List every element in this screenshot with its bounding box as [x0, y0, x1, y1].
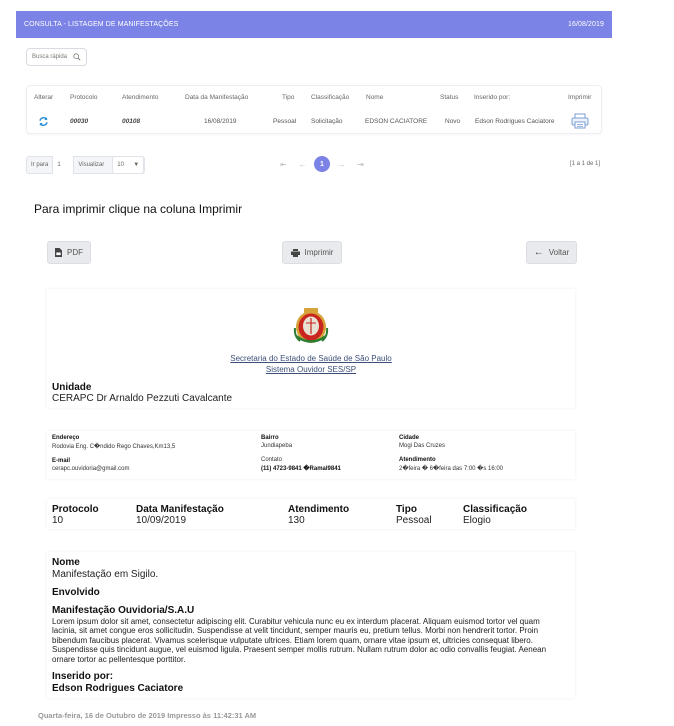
col-classificacao: Classificação	[311, 93, 350, 101]
arrow-left-icon: ←	[533, 247, 544, 258]
email-value: cerapc.ouvidoria@gmail.com	[52, 466, 130, 472]
view-label: Visualizar	[78, 162, 105, 168]
last-page-icon[interactable]: ⇥	[357, 159, 364, 169]
protocolo-label: Protocolo	[52, 504, 99, 515]
classif-label: Classificação	[463, 504, 527, 515]
col-status: Status	[440, 93, 459, 101]
col-protocolo: Protocolo	[70, 93, 98, 101]
endereco-label: Endereço	[52, 435, 80, 441]
col-nome: Nome	[366, 93, 384, 101]
page-header	[16, 11, 612, 38]
col-imprimir: Imprimir	[568, 93, 592, 101]
back-label: Voltar	[548, 248, 570, 257]
per-page-value: 10	[117, 162, 124, 168]
goto-page-input[interactable]: 1	[52, 156, 74, 174]
state-seal-logo	[292, 306, 330, 346]
inserido-label: Inserido por:	[52, 671, 114, 682]
atendimento-value: 2�feira � 6�feira das 7:00 �s 16:00	[399, 466, 503, 472]
row-data: 16/08/2019	[204, 117, 237, 125]
endereco-value: Rodovia Eng. C�ndido Rego Chaves,Km13,5	[52, 444, 176, 450]
back-button[interactable]	[526, 241, 577, 264]
print-button[interactable]	[282, 241, 342, 264]
bairro-label: Bairro	[261, 435, 279, 441]
contato-value: (11) 4723-9841 �Ramal9841	[261, 466, 341, 472]
table-header	[27, 86, 601, 108]
inserido-value: Edson Rodrigues Caciatore	[52, 683, 184, 694]
col-alterar: Alterar	[34, 93, 54, 101]
page-title: CONSULTA - LISTAGEM DE MANIFESTAÇÕES	[24, 21, 179, 28]
refresh-icon[interactable]	[38, 108, 49, 134]
classif-value: Elogio	[463, 515, 491, 526]
goto-page	[26, 156, 145, 174]
row-tipo: Pessoal	[273, 117, 297, 125]
col-data: Data da Manifestação	[185, 93, 249, 101]
header-date: 16/08/2019	[567, 21, 604, 28]
printer-icon[interactable]	[571, 108, 589, 134]
system-name-link[interactable]: Sistema Ouvidor SES/SP	[265, 365, 357, 374]
org-name-link[interactable]: Secretaria do Estado de Saúde de São Paulo	[230, 354, 392, 363]
row-protocolo: 00030	[70, 117, 89, 125]
bairro-value: Jundiapeba	[261, 443, 293, 449]
goto-label: Ir para	[31, 162, 49, 168]
dropdown-arrow-icon: ▼	[133, 162, 140, 168]
data-value: 10/09/2019	[136, 515, 187, 526]
current-page-button[interactable]: 1	[314, 156, 330, 172]
contato-label: Contato	[261, 457, 283, 463]
cidade-value: Mogi Das Cruzes	[399, 443, 446, 449]
row-status: Novo	[445, 117, 461, 125]
manifestacao-text: Lorem ipsum dolor sit amet, consectetur adipiscing elit. Curabitur vehicula nunc eu ex interdum placerat. Aliquam euismod tortor vel quam lacinia, sit amet congue eros sollicitudin. Suspendisse at velit tincidunt, semper mauris eu, pretium tellus. Morbi non hendrerit tortor. Proin bibendum faucibus placerat. Vivamus scelerisque vulputate ultrices. Etiam lorem quam, ornare vitae ipsum et, ultricies consequat libero. Suspendisse quis tincidunt augue, vel euismod ligula. Praesent semper mollis rutrum. Nullam rutrum dolor ac odio convallis feugiat. Aenean ornare tortor ac pellentesque porttitor.	[52, 617, 547, 664]
nome-value: Manifestação em Sigilo.	[52, 569, 159, 580]
col-inserido: Inserido por:	[474, 93, 511, 101]
per-page-select[interactable]	[112, 156, 144, 174]
print-label: Imprimir	[304, 248, 334, 257]
manifestacao-label: Manifestação Ouvidoria/S.A.U	[52, 605, 195, 616]
search-placeholder: Busca rápida	[32, 54, 68, 60]
unidade-label: Unidade	[52, 382, 92, 393]
search-input[interactable]	[26, 48, 87, 66]
nome-label: Nome	[52, 557, 80, 568]
page-nav	[274, 156, 370, 172]
data-label: Data Manifestação	[136, 504, 224, 515]
print-timestamp: Quarta-feira, 16 de Outubro de 2019 Impresso às 11:42:31 AM	[38, 711, 257, 720]
tipo-label: Tipo	[396, 504, 417, 515]
tipo-value: Pessoal	[396, 515, 432, 526]
row-atendimento: 00108	[122, 117, 141, 125]
search-icon[interactable]	[73, 53, 81, 61]
page-range: [1 a 1 de 1]	[569, 161, 600, 167]
manifestations-table	[26, 85, 602, 134]
printer-icon	[291, 249, 300, 257]
pdf-button[interactable]	[47, 241, 91, 264]
row-inserido: Edson Rodrigues Caciatore	[475, 117, 555, 125]
envolvido-label: Envolvido	[52, 587, 100, 598]
prev-page-icon[interactable]: ←	[298, 159, 307, 169]
next-page-icon[interactable]: →	[337, 159, 346, 169]
row-classificacao: Solicitação	[311, 117, 343, 125]
atend-value: 130	[288, 515, 305, 526]
pagination	[26, 155, 602, 175]
unidade-value: CERAPC Dr Arnaldo Pezzuti Cavalcante	[52, 393, 233, 404]
instruction-text: Para imprimir clique na coluna Imprimir	[34, 202, 243, 216]
pdf-file-icon	[55, 248, 62, 257]
cidade-label: Cidade	[399, 435, 420, 441]
pdf-label: PDF	[67, 248, 83, 257]
col-atendimento: Atendimento	[122, 93, 159, 101]
col-tipo: Tipo	[282, 93, 295, 101]
protocolo-value: 10	[52, 515, 64, 526]
row-nome: EDSON CACIATORE	[365, 117, 428, 125]
first-page-icon[interactable]: ⇤	[280, 159, 287, 169]
atend-label: Atendimento	[288, 504, 350, 515]
table-row[interactable]	[27, 108, 601, 134]
email-label: E-mail	[52, 458, 71, 464]
atendimento-label: Atendimento	[399, 457, 436, 463]
